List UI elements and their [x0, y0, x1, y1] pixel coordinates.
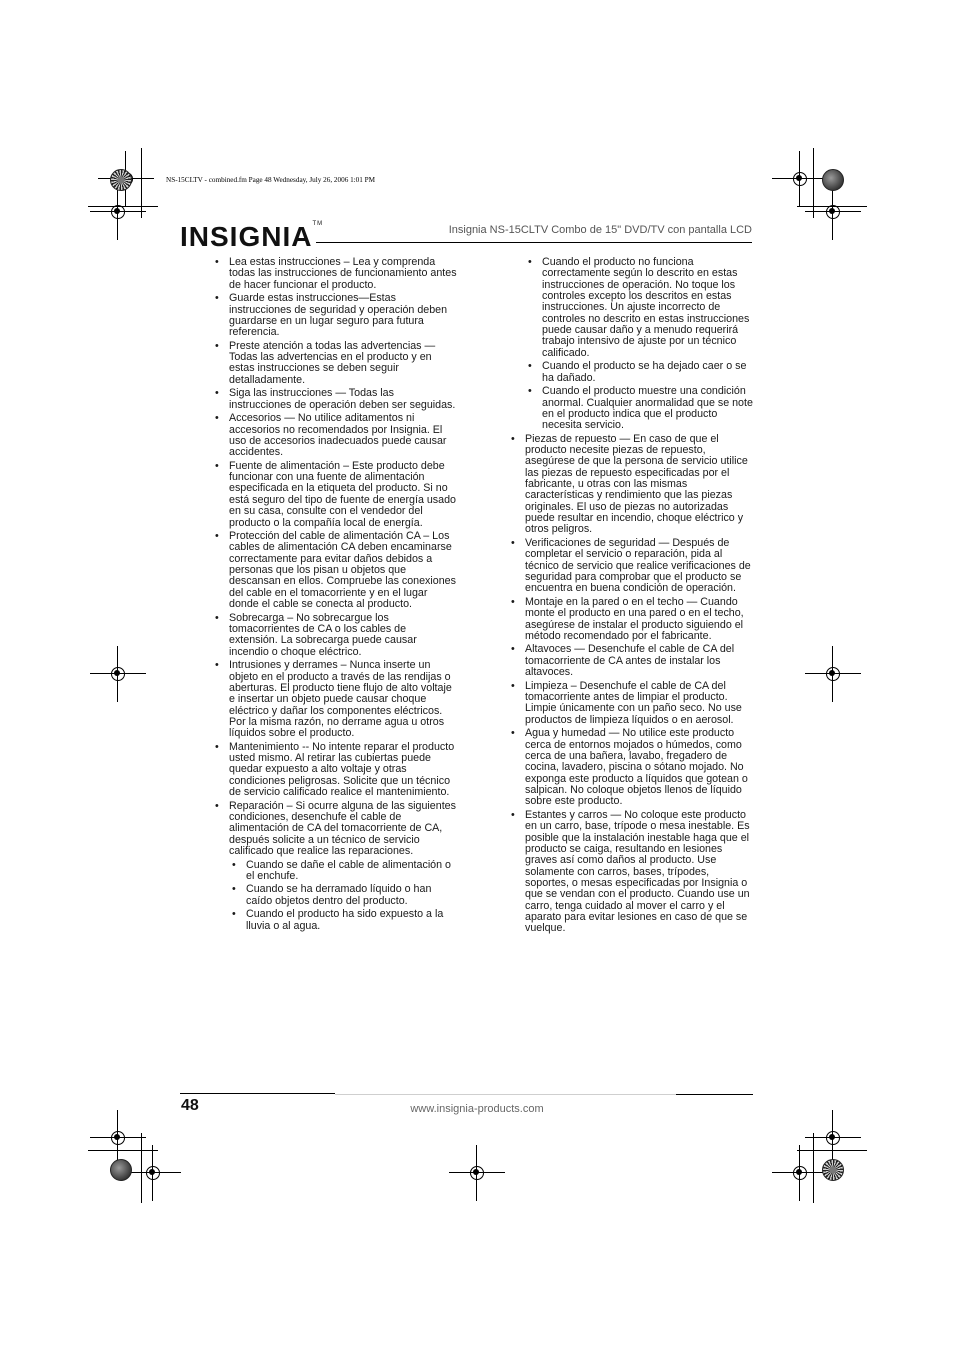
list-item: • Estantes y carros — No coloque este producto en un carro, base, trípode o mesa inestable. Es posible que la instalación inestable haga que el producto se caiga, resultando en lesiones graves así como daños al producto. Use solamente con carros, bases, trípodes, soportes, o mesas especificadas por Insignia o que se vendan con el producto. Cuando use un carro, tenga cuidado al mover el carro y el aparato para evitar lesiones en caso de que se vuelque.	[511, 810, 753, 935]
color-target-icon	[822, 1159, 844, 1181]
registration-mark-icon	[90, 184, 146, 240]
print-slug: NS-15CLTV - combined.fm Page 48 Wednesday, July 26, 2006 1:01 PM	[166, 176, 376, 184]
safety-instructions-list	[511, 257, 753, 935]
registration-mark-icon	[125, 1145, 181, 1201]
registration-mark-icon	[90, 646, 146, 702]
footer-divider	[335, 1094, 676, 1095]
list-item: • Intrusiones y derrames – Nunca inserte un objeto en el producto a través de las rendijas o aberturas. El producto tiene flujo de alto voltaje e insertar un objeto puede causar choque eléctrico y dañar los componentes eléctricos. Por la misma razón, no derrame agua u otros líquidos sobre el producto.	[215, 660, 457, 739]
list-item: • Reparación – Si ocurre alguna de las siguientes condiciones, desenchufe el cable de alimentación de CA del tomacorriente de CA, después solicite a un técnico de servicio calificado que realice las reparaciones.	[215, 801, 457, 858]
color-target-icon	[110, 169, 132, 191]
list-item: • Mantenimiento -- No intente reparar el producto usted mismo. Al retirar las cubiertas puede quedar expuesto a alto voltaje y otras condiciones peligrosas. Solicite que un técnico de servicio calificado realice el mantenimiento.	[215, 742, 457, 799]
footer-url: www.insignia-products.com	[410, 1103, 544, 1115]
footer-divider	[676, 1094, 753, 1095]
sub-list-item: • Cuando el producto no funciona correctamente según lo descrito en estas instrucciones de operación. No toque los controles excepto los descritos en estas instrucciones. Un ajuste incorrecto de controles no descrito en estas instrucciones puede causar daño y a menudo requerirá trabajo intensivo de ajuste por un técnico calificado.	[528, 257, 753, 359]
sub-list-item: • Cuando se ha derramado líquido o han caído objetos dentro del producto.	[232, 884, 457, 907]
color-target-icon	[822, 169, 844, 191]
list-item: • Altavoces — Desenchufe el cable de CA del tomacorriente de CA antes de instalar los altavoces.	[511, 644, 753, 678]
page-number: 48	[181, 1097, 199, 1114]
sub-list-item: • Cuando el producto muestre una condición anormal. Cualquier anormalidad que se note en el producto indica que el producto necesita servicio.	[528, 386, 753, 431]
page-header-title: Insignia NS-15CLTV Combo de 15" DVD/TV con pantalla LCD	[448, 224, 752, 236]
list-item: • Guarde estas instrucciones—Estas instrucciones de seguridad y operación deben guardarse en un lugar seguro para futura referencia.	[215, 293, 457, 338]
list-item: • Agua y humedad — No utilice este producto cerca de entornos mojados o húmedos, como cerca de una bañera, lavabo, fregadero de cocina, lavadero, piscina o sótano mojado. No exponga este producto a líquidos que gotean o salpican. No coloque objetos llenos de líquido sobre este producto.	[511, 728, 753, 807]
list-item: • Verificaciones de seguridad — Después de completar el servicio o reparación, pida al técnico de servicio que realice verificaciones de seguridad para comprobar que el producto se encuentra en buena condición de operación.	[511, 538, 753, 595]
list-item: • Preste atención a todas las advertencias — Todas las advertencias en el producto y en estas instrucciones se deben seguir detalladamente.	[215, 341, 457, 386]
header-divider	[316, 242, 752, 243]
list-item: • Accesorios — No utilice aditamentos ni accesorios no recomendados por Insignia. El uso de accesorios inadecuados puede causar accidentes.	[215, 413, 457, 458]
footer-divider	[180, 1093, 335, 1094]
sub-list-item: • Cuando el producto se ha dejado caer o se ha dañado.	[528, 361, 753, 384]
sub-list-item: • Cuando se dañe el cable de alimentación o el enchufe.	[232, 860, 457, 883]
sub-list-item: • Cuando el producto ha sido expuesto a la lluvia o al agua.	[232, 909, 457, 932]
list-item: • Lea estas instrucciones – Lea y comprenda todas las instrucciones de funcionamiento antes de hacer funcionar el producto.	[215, 257, 457, 291]
list-item: • Protección del cable de alimentación CA – Los cables de alimentación CA deben encaminarse correctamente para evitar daños debidos a personas que los pisan u objetos que descansan en ellos. Compruebe las conexiones del cable en el tomacorriente y en el lugar donde el cable se conecta al producto.	[215, 531, 457, 610]
registration-mark-icon	[805, 646, 861, 702]
registration-mark-icon	[772, 1145, 828, 1201]
list-item: • Sobrecarga – No sobrecargue los tomacorrientes de CA o los cables de extensión. La sobrecarga puede causar incendio o choque eléctrico.	[215, 613, 457, 658]
insignia-logo: INSIGNIA™	[180, 221, 324, 252]
color-target-icon	[110, 1159, 132, 1181]
registration-mark-icon	[449, 1145, 505, 1201]
list-item: • Siga las instrucciones — Todas las instrucciones de operación deben ser seguidas.	[215, 388, 457, 411]
right-column	[511, 257, 753, 937]
list-item: • Montaje en la pared o en el techo — Cuando monte el producto en una pared o en el techo, asegúrese de instalar el producto siguiendo el método recomendado por el fabricante.	[511, 597, 753, 642]
registration-mark-icon	[805, 184, 861, 240]
list-item: • Limpieza – Desenchufe el cable de CA del tomacorriente antes de limpiar el producto. Limpie únicamente con un paño seco. No use productos de limpieza líquidos o en aerosol.	[511, 681, 753, 726]
list-item: • Piezas de repuesto — En caso de que el producto necesite piezas de repuesto, asegúrese de que la persona de servicio utilice las piezas de repuesto especificadas por el fabricante, u otras con las mismas características y rendimiento que las piezas originales. El uso de piezas no autorizadas puede resultar en incendio, choque eléctrico y otros peligros.	[511, 434, 753, 536]
list-item: • Fuente de alimentación – Este producto debe funcionar con una fuente de alimentación especificada en la etiqueta del producto. Si no está seguro del tipo de fuente de energía usado en su casa, consulte con el vendedor del producto o la compañía local de energía.	[215, 461, 457, 529]
left-column	[215, 257, 457, 934]
safety-instructions-list	[215, 257, 457, 932]
